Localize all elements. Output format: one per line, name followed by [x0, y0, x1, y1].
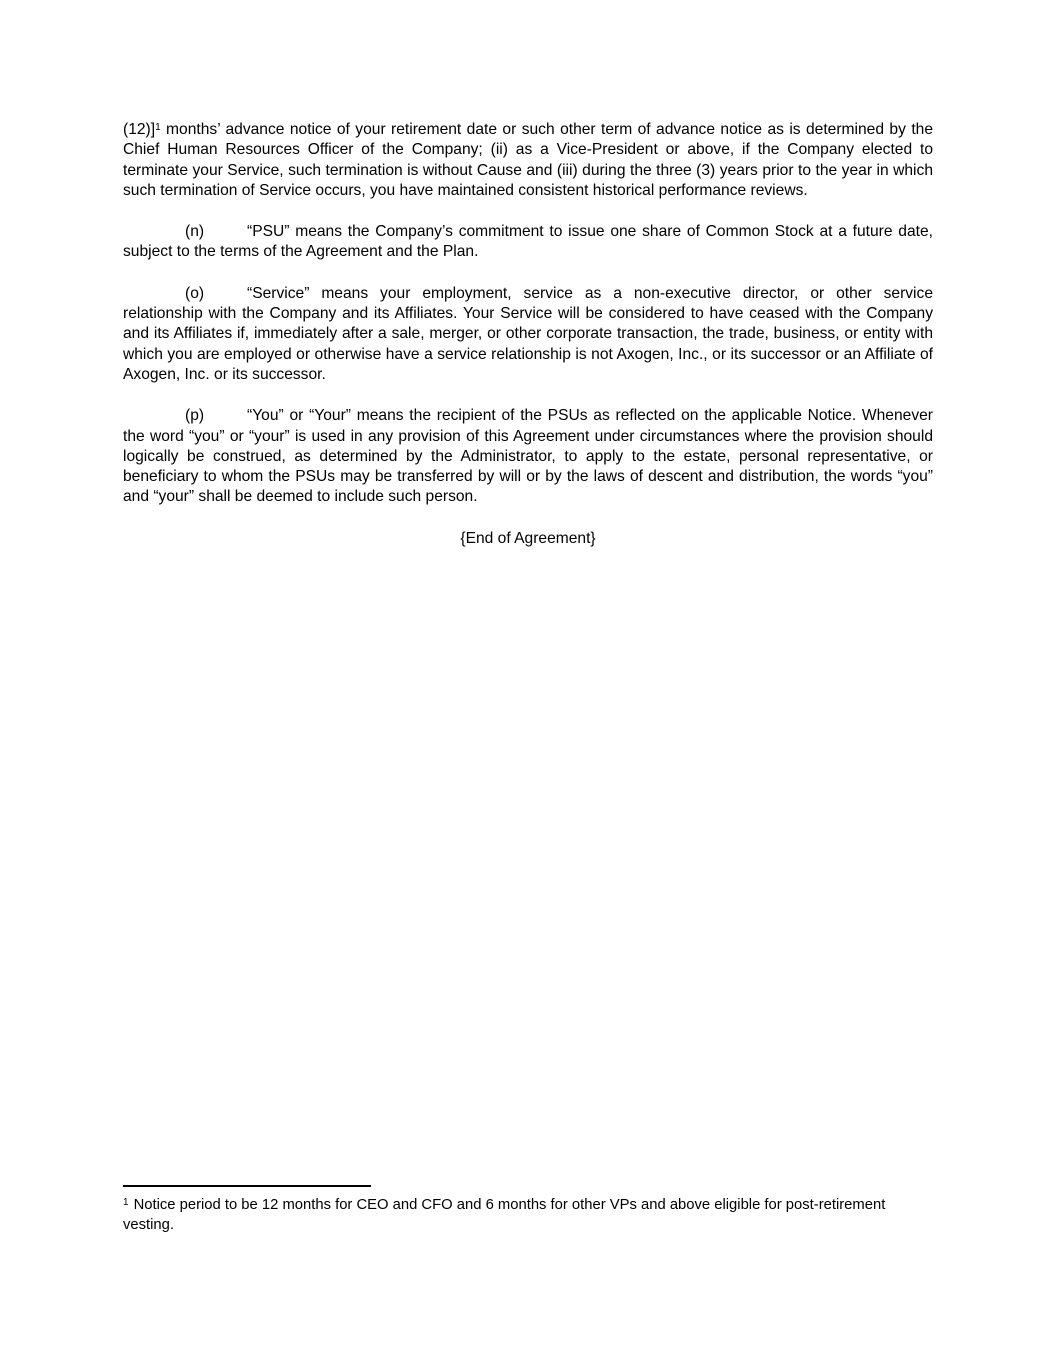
- footnote-marker: 1: [123, 1196, 129, 1208]
- definition-text-p: “You” or “Your” means the recipient of the PSUs as reflected on the applicable Notice. Whenever the word “you” or “your” is used in any provision of this Agreement under circumstances where the provision should logically be construed, as determined by the Administrator, to apply to the estate, personal representative, or beneficiary to whom the PSUs may be transferred by will or by the laws of descent and distribution, the words “you” and “your” shall be deemed to include such person.: [123, 407, 933, 506]
- definition-paragraph-p: [123, 406, 933, 507]
- end-of-agreement-marker: {End of Agreement}: [460, 529, 596, 547]
- footnote-area: [123, 1185, 933, 1235]
- intro-paragraph: [123, 120, 933, 201]
- footnote-separator-rule: [123, 1185, 371, 1187]
- footnote-reference: 1: [155, 121, 161, 133]
- definition-label-o: (o): [185, 284, 205, 302]
- definition-text-n: “PSU” means the Company’s commitment to issue one share of Common Stock at a future date, subject to the terms of the Agreement and the Plan.: [123, 223, 933, 261]
- intro-text-after-ref: months’ advance notice of your retirement date or such other term of advance notice as is determined by the Chief Human Resources Officer of the Company; (ii) as a Vice-President or above, if the Company elected to terminate your Service, such termination is without Cause and (iii) during the three (3) years prior to the year in which such termination of Service occurs, you have maintained consistent historical performance reviews.: [123, 121, 933, 199]
- footnote-text: [123, 1195, 933, 1235]
- definition-text-o: “Service” means your employment, service as a non-executive director, or other service relationship with the Company and its Affiliates. Your Service will be considered to have ceased with the Company and its Affiliates if, immediately after a sale, merger, or other corporate transaction, the trade, business, or entity with which you are employed or otherwise have a service relationship is not Axogen, Inc., or its successor or an Affiliate of Axogen, Inc. or its successor.: [123, 284, 933, 383]
- intro-text-before-ref: (12)]: [123, 121, 156, 138]
- definition-paragraph-n: [123, 222, 933, 263]
- footnote-body: Notice period to be 12 months for CEO and CFO and 6 months for other VPs and above eligible for post-retirement vesting.: [123, 1197, 886, 1233]
- definition-label-p: (p): [185, 407, 205, 425]
- definition-label-n: (n): [185, 223, 205, 241]
- document-body: [123, 120, 933, 549]
- definition-paragraph-o: [123, 284, 933, 385]
